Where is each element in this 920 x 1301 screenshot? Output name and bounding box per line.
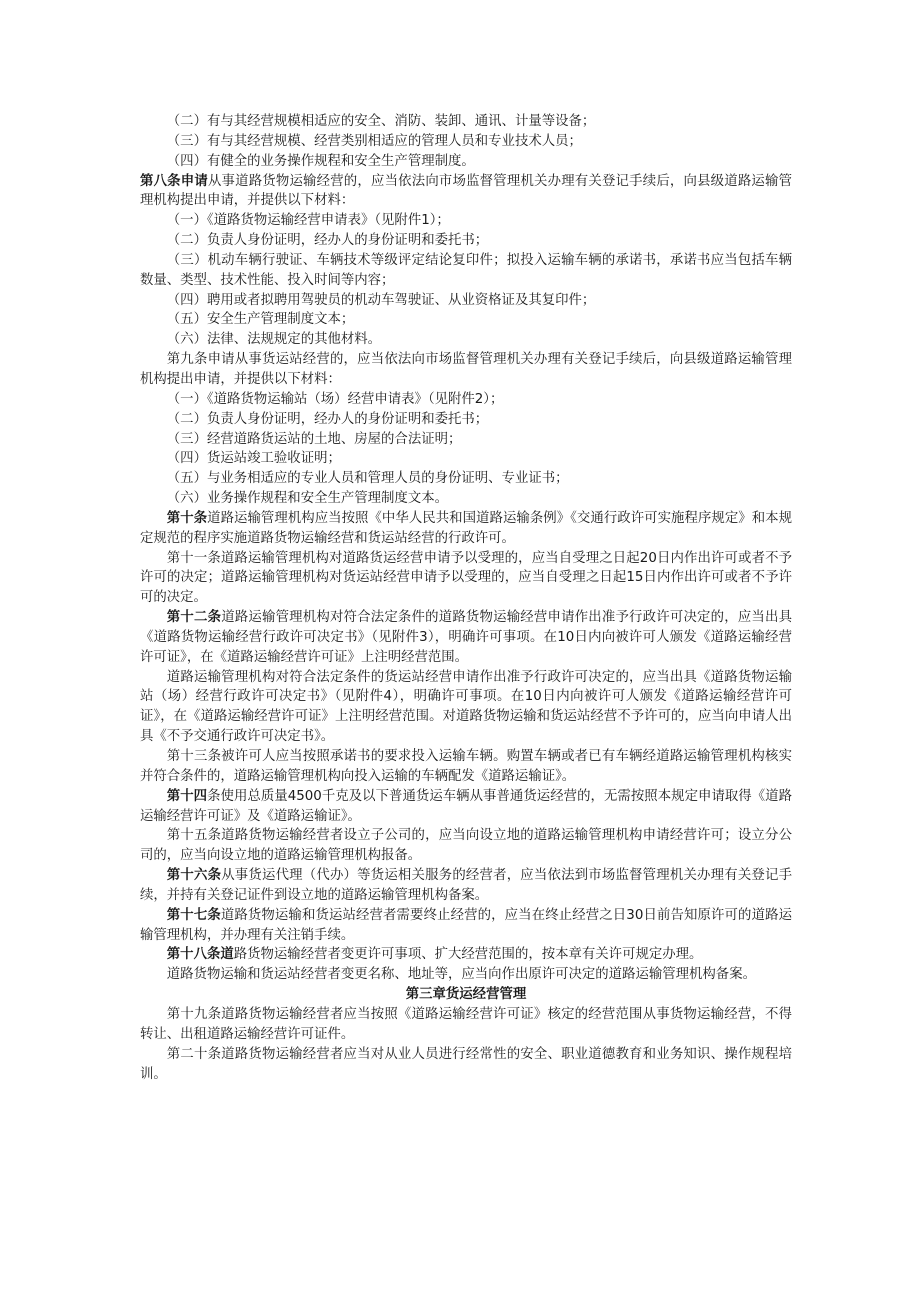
paragraph-text: （四）聘用或者拟聘用驾驶员的机动车驾驶证、从业资格证及其复印件； [166, 292, 596, 308]
article-10-paragraph [140, 509, 792, 549]
article-heading: 第十四 [166, 788, 208, 804]
document-page [140, 112, 792, 1084]
paragraph-text: （四）货运站竣工验收证明； [166, 451, 341, 467]
paragraph [140, 112, 792, 132]
article-20-paragraph [140, 1045, 792, 1085]
paragraph [140, 310, 792, 330]
paragraph [140, 291, 792, 311]
paragraph-text: （二）负责人身份证明，经办人的身份证明和委托书； [166, 233, 489, 249]
article-16-paragraph [140, 866, 792, 906]
paragraph-text: 路货物运输经营者变更许可事项、扩大经营范围的，按本章有关许可规定办理。 [233, 947, 703, 963]
paragraph [140, 430, 792, 450]
paragraph-text: （四）有健全的业务操作规程和安全生产管理制度。 [166, 153, 475, 169]
article-heading: 第十七条 [166, 907, 221, 923]
paragraph-text: 道路货物运输和货运站经营者变更名称、地址等，应当向作出原许可决定的道路运输管理机构备案。 [166, 967, 756, 983]
paragraph-text: （一）《道路货物运输站（场）经营申请表》（见附件2）； [166, 391, 504, 407]
paragraph [140, 469, 792, 489]
paragraph-text: 道路运输管理机构应当按照《中华人民共和国道路运输条例》《交通行政许可实施程序规定》和本规定规范的程序实施道路货物运输经营和货运站经营的行政许可。 [140, 510, 793, 546]
paragraph-text: （一）《道路货物运输经营申请表》（见附件1）； [166, 213, 450, 229]
paragraph-text: （六）业务操作规程和安全生产管理制度文本。 [166, 491, 448, 507]
paragraph-text: （二）负责人身份证明，经办人的身份证明和委托书； [166, 411, 489, 427]
paragraph-text: （五）安全生产管理制度文本； [166, 312, 355, 328]
paragraph-text: （三）经营道路货运站的土地、房屋的合法证明； [166, 431, 462, 447]
article-8-paragraph [140, 172, 792, 212]
paragraph-text: 第十三条被许可人应当按照承诺书的要求投入运输车辆。购置车辆或者已有车辆经道路运输管理机构核实并符合条件的，道路运输管理机构向投入运输的车辆配发《道路运输证》。 [140, 749, 792, 784]
paragraph-text: 道路运输管理机构对符合法定条件的道路货物运输经营申请作出准予行政许可决定的，应当出具《道路货物运输经营行政许可决定书》（见附件3），明确许可事项。在10日内向被许可人颁发《道路运输经营许可证》，在《道路运输经营许可证》上注明经营范围。 [140, 610, 793, 665]
article-heading: 第十二条 [166, 610, 222, 626]
paragraph-text: 从事货运代理（代办）等货运相关服务的经营者，应当依法到市场监督管理机关办理有关登记手续，并持有关登记证件到设立地的道路运输管理机构备案。 [140, 868, 793, 903]
article-19-paragraph [140, 1005, 792, 1045]
paragraph [140, 668, 792, 747]
paragraph [140, 251, 792, 291]
chapter-title: 第三章货运经营管理 [405, 987, 527, 1003]
paragraph-text: 第九条申请从事货运站经营的，应当依法向市场监督管理机关办理有关登记手续后，向县级道路运输管理机构提出申请，并提供以下材料： [140, 352, 792, 387]
paragraph-text: 道路运输管理机构对符合法定条件的货运站经营申请作出准予行政许可决定的，应当出具《道路货物运输站（场）经营行政许可决定书》（见附件4），明确许可事项。在10日内向被许可人颁发《道路运输经营许可证》，在《道路运输经营许可证》上注明经营范围。对道路货物运输和货运站经营不予许可的，应当向申请人出具《不予交通行政许可决定书》。 [140, 669, 792, 745]
article-12-paragraph [140, 608, 792, 668]
article-heading: 第十六条 [166, 868, 222, 884]
paragraph-text: 第二十条道路货物运输经营者应当对从业人员进行经常性的安全、职业道德教育和业务知识、操作规程培训。 [140, 1046, 792, 1082]
paragraph [140, 410, 792, 430]
article-18-paragraph [140, 945, 792, 965]
paragraph-text: （五）与业务相适应的专业人员和管理人员的身份证明、专业证书； [166, 471, 569, 487]
paragraph [140, 211, 792, 231]
paragraph [140, 231, 792, 251]
article-14-paragraph [140, 787, 792, 827]
paragraph-text: （六）法律、法规规定的其他材料。 [166, 332, 382, 348]
paragraph-text: 第十一条道路运输管理机构对道路货运经营申请予以受理的，应当自受理之日起20日内作出许可或者不予许可的决定；道路运输管理机构对货运站经营申请予以受理的，应当自受理之日起15日内作出许可或者不予许可的决定。 [140, 550, 792, 606]
paragraph [140, 449, 792, 469]
paragraph-text: 从事道路货物运输经营的，应当依法向市场监督管理机关办理有关登记手续后，向县级道路运输管理机构提出申请，并提供以下材料： [140, 173, 792, 209]
paragraph-text: （三）有与其经营规模、经营类别相适应的管理人员和专业技术人员； [166, 133, 582, 149]
paragraph [140, 132, 792, 152]
article-13-paragraph [140, 747, 792, 787]
paragraph-text: 道路货物运输和货运站经营者需要终止经营的，应当在终止经营之日30日前告知原许可的道路运输管理机构，并办理有关注销手续。 [140, 907, 792, 943]
article-11-paragraph [140, 549, 792, 609]
chapter-heading [140, 985, 792, 1005]
article-9-paragraph [140, 350, 792, 390]
paragraph [140, 965, 792, 985]
paragraph-text: 条使用总质量4500千克及以下普通货运车辆从事普通货运经营的，无需按照本规定申请取得《道路运输经营许可证》及《道路运输证》。 [140, 788, 793, 824]
paragraph-text: 第十九条道路货物运输经营者应当按照《道路运输经营许可证》核定的经营范围从事货物运输经营，不得转让、出租道路运输经营许可证件。 [140, 1006, 792, 1042]
article-heading: 第十八条道 [166, 947, 234, 963]
article-15-paragraph [140, 826, 792, 866]
article-17-paragraph [140, 906, 792, 946]
paragraph [140, 330, 792, 350]
article-heading: 第十条 [166, 510, 208, 526]
paragraph-text: （三）机动车辆行驶证、车辆技术等级评定结论复印件；拟投入运输车辆的承诺书，承诺书应当包括车辆数量、类型、技术性能、投入时间等内容； [140, 252, 792, 288]
paragraph-text: 第十五条道路货物运输经营者设立子公司的，应当向设立地的道路运输管理机构申请经营许可；设立分公司的，应当向设立地的道路运输管理机构报备。 [140, 828, 792, 864]
article-heading: 第八条申请 [140, 173, 208, 189]
paragraph [140, 152, 792, 172]
paragraph-text: （二）有与其经营规模相适应的安全、消防、装卸、通讯、计量等设备； [166, 114, 596, 129]
paragraph [140, 390, 792, 410]
paragraph [140, 489, 792, 509]
